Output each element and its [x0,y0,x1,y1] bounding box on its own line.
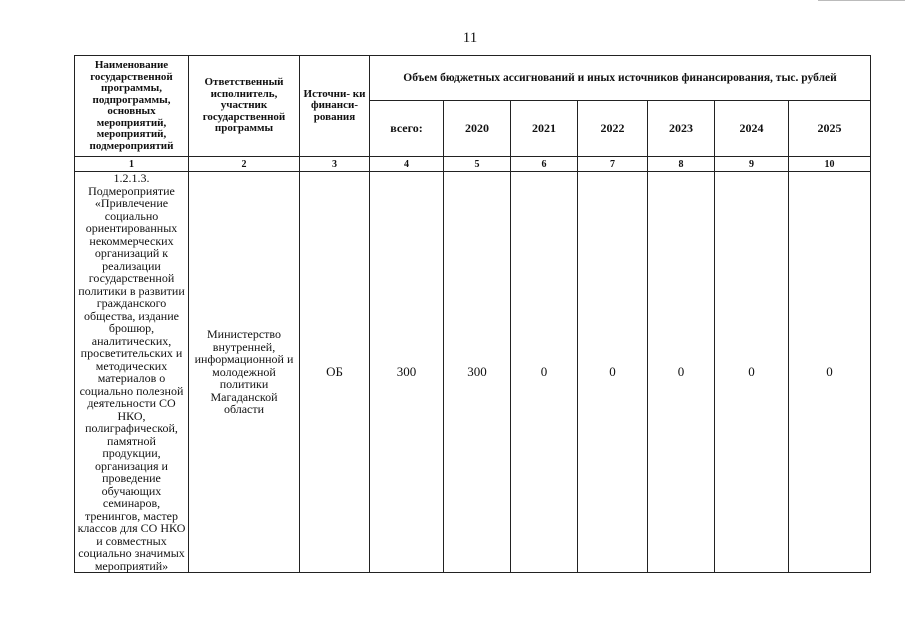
column-number: 10 [789,157,871,172]
row-value-2023: 0 [648,172,715,573]
column-number: 9 [715,157,789,172]
header-source: Источни- ки финанси- рования [300,56,370,157]
row-name: 1.2.1.3. Подмероприятие «Привлечение социально ориентированных некоммерческих организаций к реализации государственной политики в развитии гражданского общества, издание брошюр, аналитических, просветительских и методических материалов о социально полезной деятельности СО НКО, полиграфической, памятной продукции, организация и проведение обучающих семинаров, тренингов, мастер классов для СО НКО и совместных социально значимых мероприятий» [75,172,189,573]
row-value-2022: 0 [578,172,648,573]
row-value-2025: 0 [789,172,871,573]
header-name: Наименование государственной программы, подпрограммы, основных мероприятий, мероприятий, подмероприятий [75,56,189,157]
column-number: 6 [511,157,578,172]
column-number: 3 [300,157,370,172]
row-executor: Министерство внутренней, информационной и молодежной политики Магаданской области [189,172,300,573]
column-number: 7 [578,157,648,172]
page-number: 11 [462,30,478,46]
header-year-2024: 2024 [715,101,789,157]
row-total: 300 [370,172,444,573]
column-number: 8 [648,157,715,172]
column-number: 4 [370,157,444,172]
header-total: всего: [370,101,444,157]
row-value-2021: 0 [511,172,578,573]
column-number: 5 [444,157,511,172]
budget-table [74,55,871,573]
header-year-2022: 2022 [578,101,648,157]
table-row [75,172,871,573]
column-number: 1 [75,157,189,172]
top-edge-rule [818,0,905,1]
row-source: ОБ [300,172,370,573]
header-budget: Объем бюджетных ассигнований и иных источников финансирования, тыс. рублей [370,56,871,101]
header-year-2021: 2021 [511,101,578,157]
row-value-2020: 300 [444,172,511,573]
header-year-2025: 2025 [789,101,871,157]
column-number: 2 [189,157,300,172]
header-year-2023: 2023 [648,101,715,157]
row-value-2024: 0 [715,172,789,573]
header-executor: Ответственный исполнитель, участник государственной программы [189,56,300,157]
header-year-2020: 2020 [444,101,511,157]
